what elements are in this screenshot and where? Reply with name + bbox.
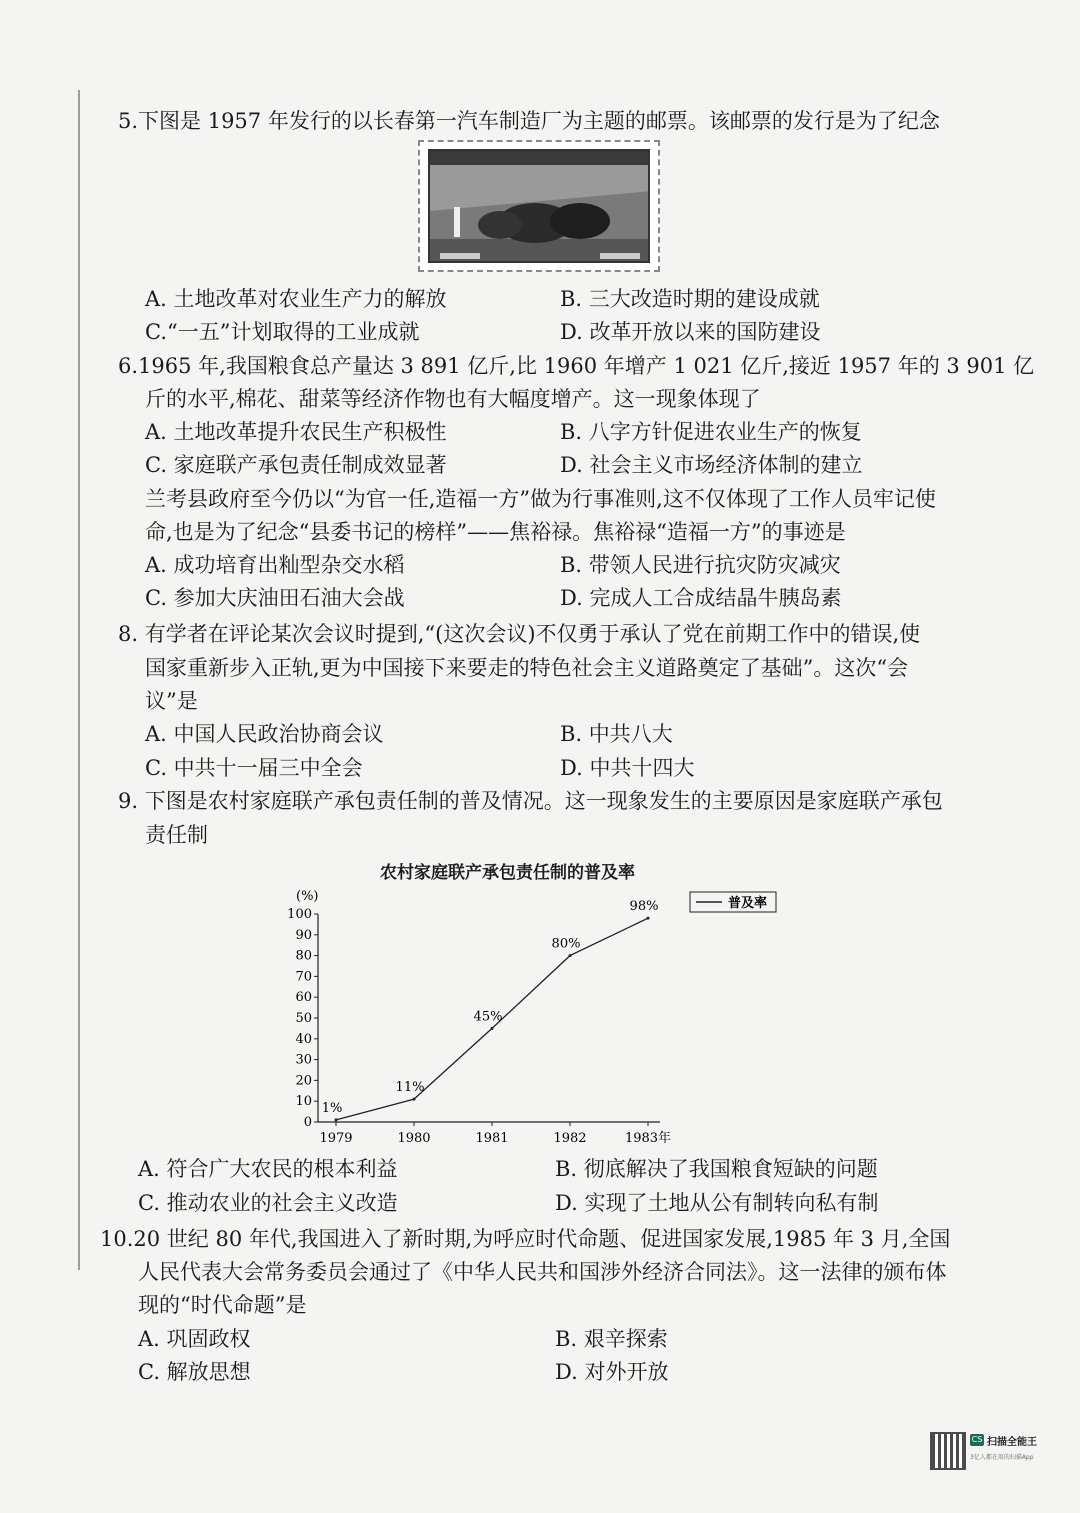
data-label: 1% bbox=[321, 1100, 343, 1116]
x-tick-label: 1979 bbox=[319, 1131, 353, 1146]
margin-rule bbox=[78, 90, 80, 1270]
x-tick-label: 1981 bbox=[475, 1131, 509, 1146]
q7-stem-line-1: 兰考县政府至今仍以“为官一任,造福一方”做为行事准则,这不仅体现了工作人员牢记使 bbox=[145, 487, 936, 511]
stamp-picture bbox=[430, 151, 650, 263]
q10-stem-line-1: 10.20 世纪 80 年代,我国进入了新时期,为呼应时代命题、促进国家发展,1985 年 3 月,全国 bbox=[100, 1227, 951, 1251]
legend bbox=[690, 892, 776, 912]
q8-stem-line-2: 国家重新步入正轨,更为中国接下来要走的特色社会主义道路奠定了基础”。这次“会 bbox=[145, 656, 909, 680]
q8-option-d: D. 中共十四大 bbox=[560, 756, 695, 780]
data-label: 98% bbox=[629, 899, 659, 915]
q10-stem-line-3: 现的“时代命题”是 bbox=[138, 1293, 307, 1317]
q10-option-d: D. 对外开放 bbox=[555, 1360, 669, 1384]
q8-option-b: B. 中共八大 bbox=[560, 722, 673, 746]
q5-option-d: D. 改革开放以来的国防建设 bbox=[560, 320, 821, 344]
y-tick-label: 80 bbox=[295, 948, 312, 964]
data-point bbox=[413, 1098, 416, 1101]
data-label: 80% bbox=[551, 936, 581, 952]
x-tick-label: 1980 bbox=[397, 1131, 431, 1146]
line-chart bbox=[280, 878, 780, 1148]
data-point bbox=[569, 954, 572, 957]
q6-option-c: C. 家庭联产承包责任制成效显著 bbox=[145, 453, 447, 477]
q10-stem-line-2: 人民代表大会常务委员会通过了《中华人民共和国涉外经济合同法》。这一法律的颁布体 bbox=[138, 1260, 947, 1284]
x-ticks bbox=[319, 1122, 671, 1146]
q7-option-b: B. 带领人民进行抗灾防灾减灾 bbox=[560, 553, 841, 577]
data-label: 45% bbox=[473, 1009, 503, 1025]
q6-stem-line-1: 6.1965 年,我国粮食总产量达 3 891 亿斤,比 1960 年增产 1 021 亿斤,接近 1957 年的 3 901 亿 bbox=[118, 354, 1035, 378]
q10-option-c: C. 解放思想 bbox=[138, 1360, 251, 1384]
q8-stem-line-3: 议”是 bbox=[145, 689, 198, 713]
scanner-app-slogan: 3亿人都在用的扫描App bbox=[970, 1454, 1034, 1461]
q10-option-a: A. 巩固政权 bbox=[138, 1327, 251, 1351]
q10-option-b: B. 艰辛探索 bbox=[555, 1327, 668, 1351]
q9-option-a: A. 符合广大农民的根本利益 bbox=[138, 1157, 398, 1181]
legend-label: 普及率 bbox=[728, 896, 768, 911]
data-point bbox=[647, 917, 650, 920]
q9-option-b: B. 彻底解决了我国粮食短缺的问题 bbox=[555, 1157, 878, 1181]
q5-option-a: A. 土地改革对农业生产力的解放 bbox=[145, 287, 447, 311]
y-tick-label: 50 bbox=[295, 1011, 312, 1026]
chart-title: 农村家庭联产承包责任制的普及率 bbox=[380, 863, 635, 883]
qr-code-icon bbox=[930, 1432, 966, 1470]
y-tick-label: 0 bbox=[303, 1115, 312, 1130]
q8-option-c: C. 中共十一届三中全会 bbox=[145, 756, 363, 780]
q8-option-a: A. 中国人民政治协商会议 bbox=[145, 722, 384, 746]
q9-option-d: D. 实现了土地从公有制转向私有制 bbox=[555, 1191, 879, 1215]
q6-option-d: D. 社会主义市场经济体制的建立 bbox=[560, 453, 863, 477]
data-labels bbox=[322, 899, 659, 1116]
x-tick-label: 1983年 bbox=[624, 1131, 672, 1146]
q7-option-a: A. 成功培育出籼型杂交水稻 bbox=[145, 553, 405, 577]
y-tick-label: 10 bbox=[295, 1094, 312, 1110]
data-point bbox=[491, 1027, 494, 1030]
stamp-image bbox=[418, 140, 660, 272]
q9-stem-line-1: 9. 下图是农村家庭联产承包责任制的普及情况。这一现象发生的主要原因是家庭联产承包 bbox=[118, 789, 943, 813]
y-tick-label: 20 bbox=[295, 1073, 312, 1089]
y-tick-label: 40 bbox=[295, 1031, 312, 1047]
x-tick-label: 1982 bbox=[553, 1131, 587, 1146]
q8-stem-line-1: 8. 有学者在评论某次会议时提到,“(这次会议)不仅勇于承认了党在前期工作中的错误,使 bbox=[118, 622, 921, 646]
q5-stem: 5.下图是 1957 年发行的以长春第一汽车制造厂为主题的邮票。该邮票的发行是为了纪念 bbox=[118, 109, 940, 133]
q5-option-c: C.“一五”计划取得的工业成就 bbox=[145, 320, 420, 344]
scanner-app-name: 扫描全能王 bbox=[987, 1437, 1037, 1448]
q9-stem-line-2: 责任制 bbox=[145, 823, 208, 847]
cs-logo-icon: CS bbox=[971, 1435, 983, 1444]
data-point bbox=[335, 1118, 338, 1121]
q7-stem-line-2: 命,也是为了纪念“县委书记的榜样”——焦裕禄。焦裕禄“造福一方”的事迹是 bbox=[145, 520, 846, 544]
q6-option-a: A. 土地改革提升农民生产积极性 bbox=[145, 420, 447, 444]
y-tick-label: 70 bbox=[295, 969, 312, 985]
y-axis-unit-label: (%) bbox=[296, 889, 319, 904]
data-label: 11% bbox=[395, 1080, 425, 1096]
y-tick-label: 30 bbox=[295, 1052, 312, 1068]
scanner-watermark bbox=[930, 1432, 1048, 1476]
q6-option-b: B. 八字方针促进农业生产的恢复 bbox=[560, 420, 862, 444]
y-tick-label: 90 bbox=[295, 927, 312, 943]
q5-option-b: B. 三大改造时期的建设成就 bbox=[560, 287, 820, 311]
y-tick-label: 100 bbox=[287, 907, 312, 922]
q6-stem-line-2: 斤的水平,棉花、甜菜等经济作物也有大幅度增产。这一现象体现了 bbox=[145, 387, 761, 411]
y-tick-label: 60 bbox=[295, 990, 312, 1006]
q9-option-c: C. 推动农业的社会主义改造 bbox=[138, 1191, 398, 1215]
q7-option-d: D. 完成人工合成结晶牛胰岛素 bbox=[560, 586, 842, 610]
q7-option-c: C. 参加大庆油田石油大会战 bbox=[145, 586, 405, 610]
y-ticks bbox=[287, 907, 318, 1130]
